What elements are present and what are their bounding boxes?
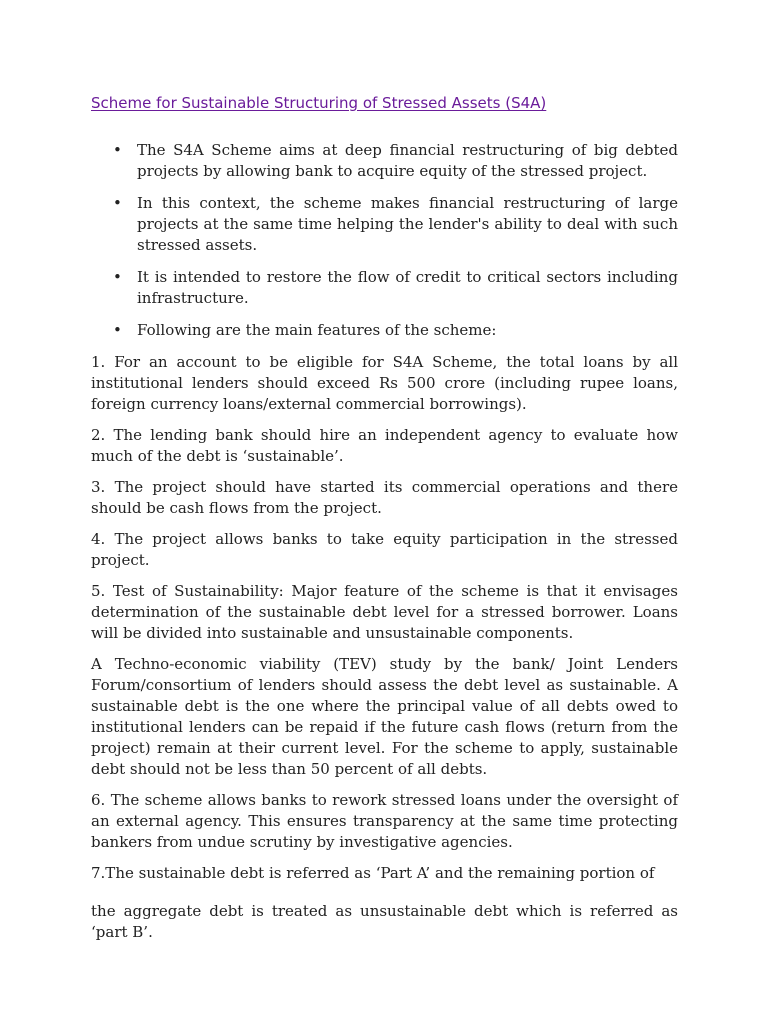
paragraph-commercial-operations: 3. The project should have started its commercial operations and there should be cash flows from the project. [91, 478, 678, 517]
document-body [91, 93, 678, 953]
bullet-dot: • [113, 141, 122, 159]
document-title: Scheme for Sustainable Structuring of Stressed Assets (S4A) [91, 94, 547, 112]
bullet-item [91, 320, 678, 341]
bullet-text: Following are the main features of the scheme: [137, 321, 497, 339]
bullet-dot: • [113, 321, 122, 339]
bullet-dot: • [113, 194, 122, 212]
paragraph-part-a: 7.The sustainable debt is referred as ‘Part A’ and the remaining portion of [91, 864, 655, 882]
paragraph-independent-agency: 2. The lending bank should hire an independent agency to evaluate how much of the debt is ‘sustainable’. [91, 426, 678, 465]
bullet-item [91, 193, 678, 256]
paragraph-rework-loans: 6. The scheme allows banks to rework stressed loans under the oversight of an external agency. This ensures transparency at the same time protecting bankers from undue scrutiny by investigative agencies. [91, 791, 678, 851]
paragraph-equity-participation: 4. The project allows banks to take equity participation in the stressed project. [91, 530, 678, 569]
bullet-item [91, 267, 678, 309]
paragraph-part-b: the aggregate debt is treated as unsustainable debt which is referred as ‘part B’. [91, 902, 678, 941]
paragraph-test-of-sustainability: 5. Test of Sustainability: Major feature of the scheme is that it envisages determination of the sustainable debt level for a stressed borrower. Loans will be divided into sustainable and unsustainable components. [91, 582, 678, 642]
bullet-list [91, 140, 678, 341]
bullet-text: It is intended to restore the flow of credit to critical sectors including infrastructure. [137, 268, 678, 307]
paragraph-eligibility: 1. For an account to be eligible for S4A Scheme, the total loans by all institutional lenders should exceed Rs 500 crore (including rupee loans, foreign currency loans/external commercial borrowings). [91, 353, 678, 413]
paragraph-tev-study: A Techno-economic viability (TEV) study by the bank/ Joint Lenders Forum/consortium of lenders should assess the debt level as sustainable. A sustainable debt is the one where the principal value of all debts owed to institutional lenders can be repaid if the future cash flows (return from the project) remain at their current level. For the scheme to apply, sustainable debt should not be less than 50 percent of all debts. [91, 655, 678, 778]
bullet-text: In this context, the scheme makes financial restructuring of large projects at the same time helping the lender's ability to deal with such stressed assets. [137, 194, 678, 254]
bullet-dot: • [113, 268, 122, 286]
bullet-text: The S4A Scheme aims at deep financial restructuring of big debted projects by allowing bank to acquire equity of the stressed project. [137, 141, 678, 180]
bullet-item [91, 140, 678, 182]
